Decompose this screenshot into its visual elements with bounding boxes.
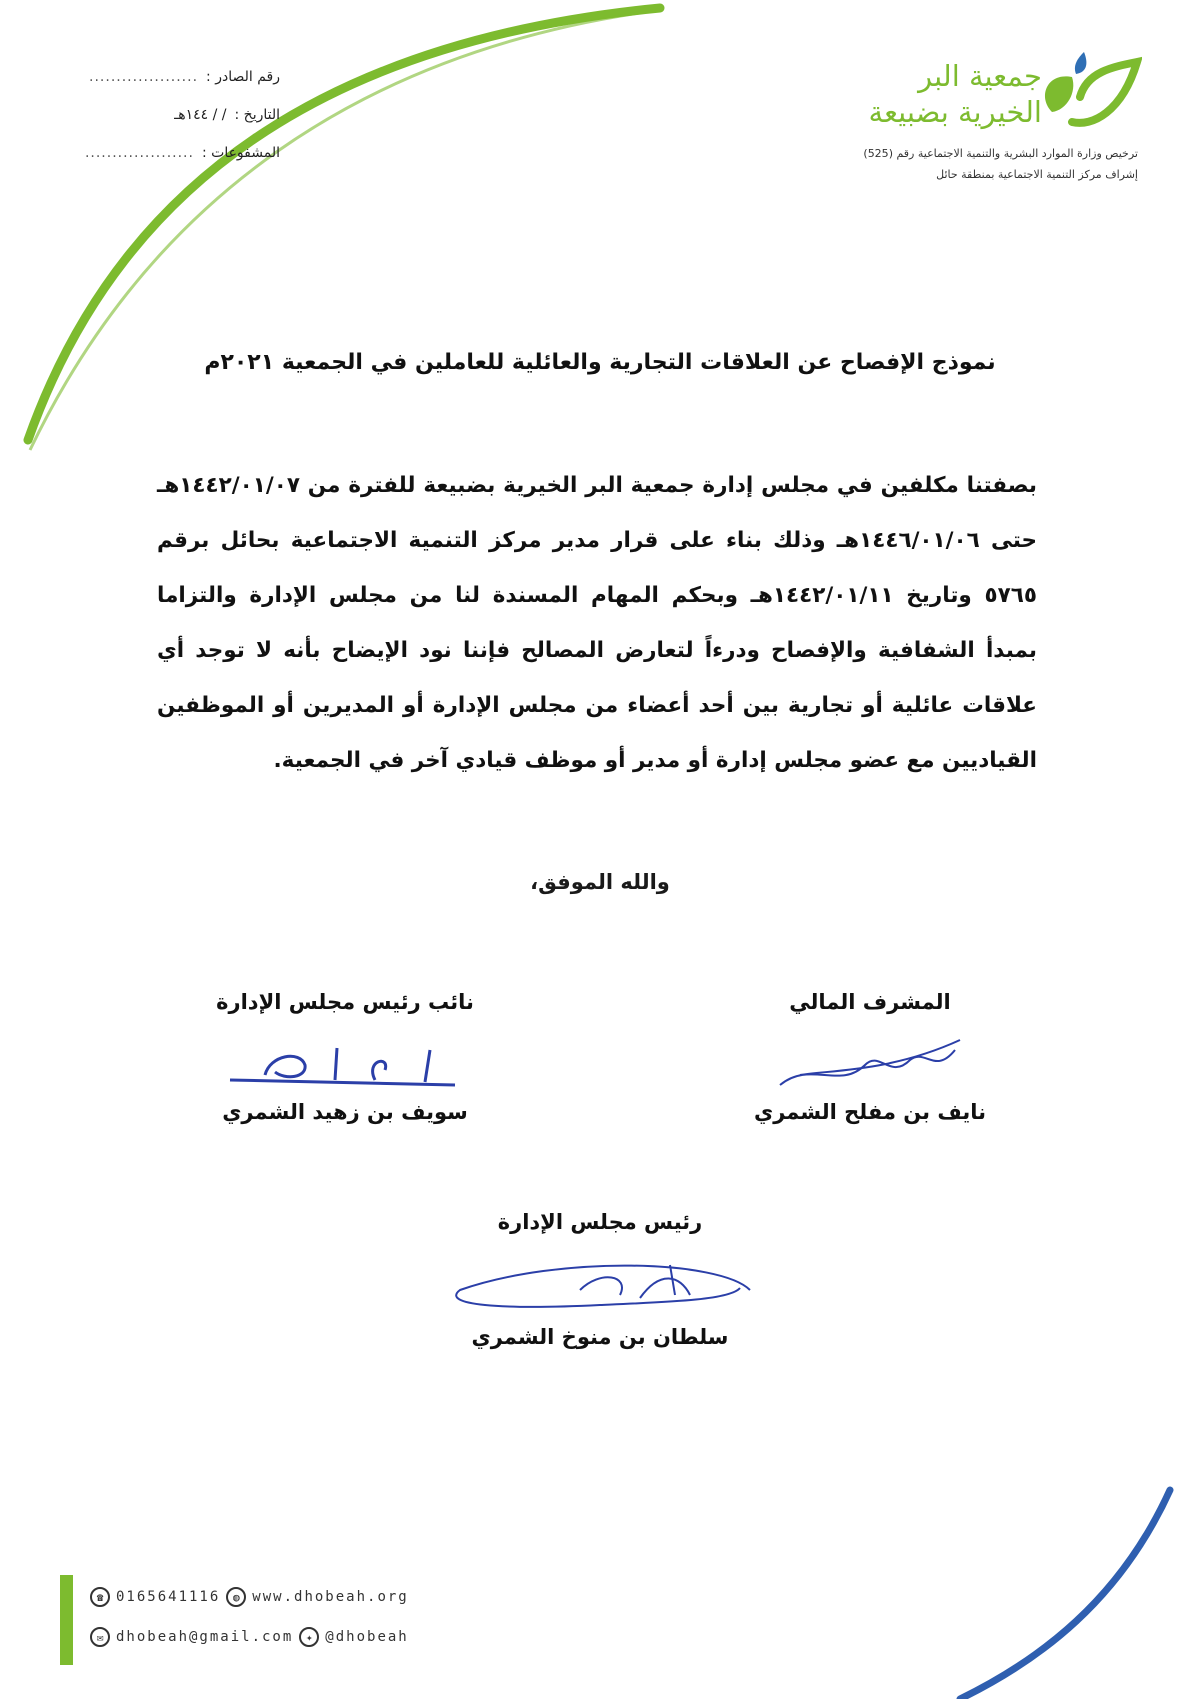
contact-footer bbox=[60, 1575, 560, 1665]
reference-fields bbox=[50, 58, 280, 172]
phone-icon: ☎ bbox=[90, 1587, 110, 1607]
signatory-name: نايف بن مفلح الشمري bbox=[753, 1100, 987, 1124]
signatory-role: المشرف المالي bbox=[789, 990, 951, 1014]
twitter-icon: ✦ bbox=[299, 1627, 319, 1647]
signatory-role: رئيس مجلس الإدارة bbox=[497, 1210, 703, 1234]
handwritten-signature bbox=[440, 1250, 760, 1325]
footer-phone: 0165641116 bbox=[116, 1589, 221, 1605]
signature-vice-chairman bbox=[195, 990, 495, 1124]
document-title: نموذج الإفصاح عن العلاقات التجارية والعائلية للعاملين في الجمعية ٢٠٢١م bbox=[204, 350, 996, 375]
footer-email[interactable]: dhobeah@gmail.com bbox=[116, 1629, 294, 1645]
signatory-role: نائب رئيس مجلس الإدارة bbox=[216, 990, 474, 1014]
license-info bbox=[698, 143, 1138, 185]
date-label: التاريخ : bbox=[234, 107, 280, 123]
handwritten-signature bbox=[225, 1030, 465, 1100]
closing-phrase: والله الموفق، bbox=[530, 870, 670, 894]
date-row bbox=[50, 96, 280, 134]
globe-icon: ◍ bbox=[226, 1587, 246, 1607]
organization-name-line1: جمعية البر bbox=[918, 59, 1042, 93]
attachments-label: المشفوعات : bbox=[201, 145, 280, 161]
attachments-row bbox=[50, 134, 280, 172]
footer-accent-bar bbox=[60, 1575, 73, 1665]
email-icon: ✉ bbox=[90, 1627, 110, 1647]
issued-number-row bbox=[50, 58, 280, 96]
disclosure-paragraph: بصفتنا مكلفين في مجلس إدارة جمعية البر الخيرية بضبيعة للفترة من ١٤٤٢/٠١/٠٧هـ حتى ١٤٤٦/٠١/٠٦هـ وذلك بناء على قرار مدير مركز التنمية الاجتماعية بحائل برقم ٥٧٦٥ وتاريخ ١٤٤٢/٠١/١١هـ وبحكم المهام المسندة لنا من مجلس الإدارة والتزاما بمبدأ الشفافية والإفصاح ودرءاً لتعارض المصالح فإننا نود الإيضاح بأنه لا توجد أي علاقات عائلية أو تجارية بين أحد أعضاء من مجلس الإدارة أو المديرين أو الموظفين القياديين مع عضو مجلس إدارة أو مدير أو موظف قيادي آخر في الجمعية. bbox=[157, 473, 1037, 773]
issued-number-value: .................... bbox=[89, 69, 199, 85]
footer-website[interactable]: www.dhobeah.org bbox=[252, 1589, 409, 1605]
supervision-line: إشراف مركز التنمية الاجتماعية بمنطقة حائل bbox=[936, 168, 1138, 181]
issued-number-label: رقم الصادر : bbox=[206, 69, 280, 85]
organization-logo bbox=[812, 48, 1142, 138]
signatory-name: سويف بن زهيد الشمري bbox=[222, 1100, 468, 1124]
attachments-value: .................... bbox=[84, 145, 194, 161]
footer-twitter[interactable]: @dhobeah bbox=[325, 1629, 409, 1645]
organization-name-line2: الخيرية بضبيعة bbox=[868, 95, 1042, 129]
license-line: ترخيص وزارة الموارد البشرية والتنمية الاجتماعية رقم (525) bbox=[863, 147, 1138, 160]
leaf-drop-logo-icon bbox=[1032, 52, 1142, 132]
date-value: / / ١٤٤هـ bbox=[174, 107, 227, 123]
footer-line-email-twitter bbox=[90, 1627, 409, 1647]
handwritten-signature bbox=[770, 1030, 970, 1100]
organization-name bbox=[869, 58, 1042, 130]
footer-line-phone-web bbox=[90, 1587, 409, 1607]
signature-chairman bbox=[440, 1210, 760, 1349]
signatory-name: سلطان بن منوخ الشمري bbox=[471, 1325, 729, 1349]
signature-financial-supervisor bbox=[740, 990, 1000, 1124]
